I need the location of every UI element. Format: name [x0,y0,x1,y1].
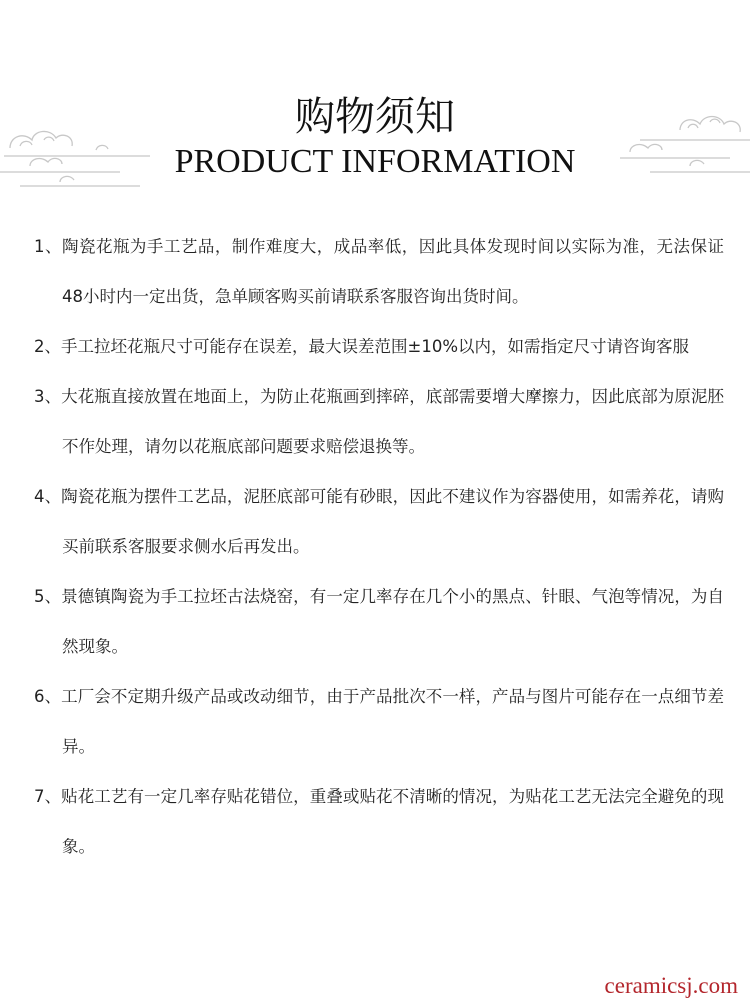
notice-item-2 [34,322,724,372]
page-header [0,0,750,200]
notice-number: 2、 [34,337,61,356]
notice-text: 手工拉坯花瓶尺寸可能存在误差，最大误差范围±10%以内，如需指定尺寸请咨询客服 [61,337,689,356]
page-title-english: PRODUCT INFORMATION [174,143,576,180]
notice-text: 贴花工艺有一定几率存贴花错位，重叠或贴花不清晰的情况，为贴花工艺无法完全避免的现象。 [61,787,725,856]
notice-item-5 [34,572,724,672]
notice-number: 1、 [34,237,62,256]
notice-text: 景德镇陶瓷为手工拉坯古法烧窑，有一定几率存在几个小的黑点、针眼、气泡等情况，为自然现象。 [61,587,725,656]
notice-item-6 [34,672,724,772]
notice-item-1 [34,222,724,322]
notice-item-4 [34,472,724,572]
notice-number: 3、 [34,387,62,406]
notice-item-7 [34,772,724,872]
notice-number: 6、 [34,687,62,706]
notice-text: 陶瓷花瓶为手工艺品，制作难度大，成品率低，因此具体发现时间以实际为准，无法保证48小时内一定出货，急单顾客购买前请联系客服咨询出货时间。 [61,237,725,306]
notice-item-3 [34,372,724,472]
notice-text: 陶瓷花瓶为摆件工艺品，泥胚底部可能有砂眼，因此不建议作为容器使用，如需养花，请购买前联系客服要求侧水后再发出。 [61,487,725,556]
page-title-chinese: 购物须知 [295,94,455,140]
notice-number: 5、 [34,587,62,606]
notice-number: 4、 [34,487,62,506]
notice-number: 7、 [34,787,62,806]
site-watermark: ceramicsj.com [604,973,738,998]
notice-text: 工厂会不定期升级产品或改动细节，由于产品批次不一样，产品与图片可能存在一点细节差异。 [61,687,725,756]
notice-text: 大花瓶直接放置在地面上，为防止花瓶画到摔碎，底部需要增大摩擦力，因此底部为原泥胚不作处理，请勿以花瓶底部问题要求赔偿退换等。 [61,387,725,456]
notice-list [34,222,724,872]
